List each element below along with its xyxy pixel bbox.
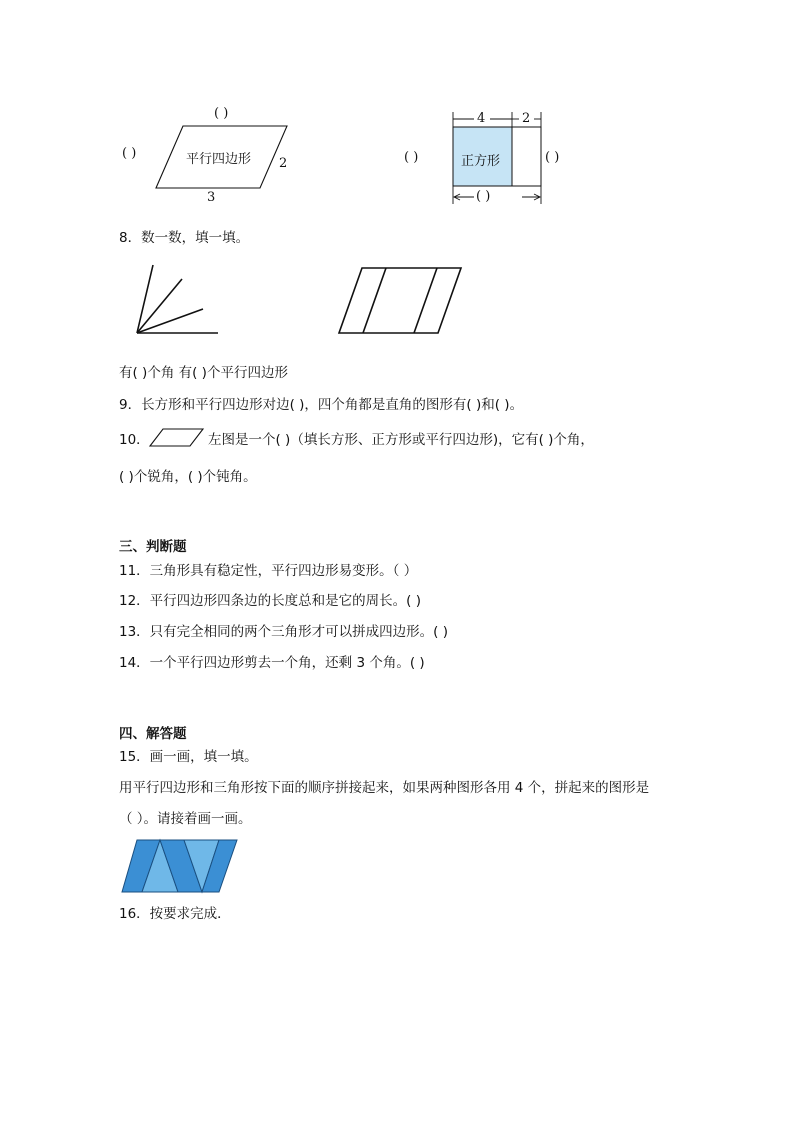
judge-item-12[interactable]: 12．平行四边形四条边的长度总和是它的周长。( ) (119, 593, 422, 609)
parallelogram-side-right: 2 (279, 156, 288, 171)
section4-heading: 四、解答题 (119, 726, 187, 742)
judge-item-11[interactable]: 11．三角形具有稳定性，平行四边形易变形。（ ） (119, 563, 418, 579)
q8-title: 8．数一数，填一填。 (119, 230, 250, 246)
q15-line2[interactable]: （ ）。请接着画一画。 (119, 811, 252, 827)
square-top-length: 4 (477, 111, 486, 126)
q10-line1[interactable]: 左图是一个( )（填长方形、正方形或平行四边形)，它有( )个角， (208, 432, 594, 448)
q10-line2[interactable]: ( )个锐角，( )个钝角。 (119, 469, 257, 485)
judge-item-14[interactable]: 14．一个平行四边形剪去一个角，还剩 3 个角。( ) (119, 655, 425, 671)
rect-top-length: 2 (522, 111, 531, 126)
bottom-length-blank[interactable]: ( ) (476, 189, 491, 204)
parallelogram-left-blank[interactable]: ( ) (122, 146, 137, 161)
q10-number: 10． (119, 432, 150, 448)
square-label: 正方形 (461, 154, 501, 169)
q15-line1: 用平行四边形和三角形按下面的顺序拼接起来，如果两种图形各用 4 个，拼起来的图形是 (119, 780, 650, 796)
q8-answer-line[interactable]: 有( )个角 有( )个平行四边形 (119, 365, 288, 381)
q16-title: 16．按要求完成． (119, 906, 231, 922)
square-left-blank[interactable]: ( ) (404, 150, 419, 165)
q15-title: 15．画一画，填一填。 (119, 749, 258, 765)
judge-item-13[interactable]: 13．只有完全相同的两个三角形才可以拼成四边形。( ) (119, 624, 449, 640)
parallelogram-label: 平行四边形 (186, 152, 252, 167)
parallelogram-top-blank[interactable]: ( ) (214, 106, 229, 121)
parallelogram-side-bottom: 3 (207, 190, 216, 205)
section3-heading: 三、判断题 (119, 539, 187, 555)
q9-text[interactable]: 9．长方形和平行四边形对边( )，四个角都是直角的图形有( )和( )。 (119, 397, 524, 413)
rect-right-blank[interactable]: ( ) (545, 150, 560, 165)
